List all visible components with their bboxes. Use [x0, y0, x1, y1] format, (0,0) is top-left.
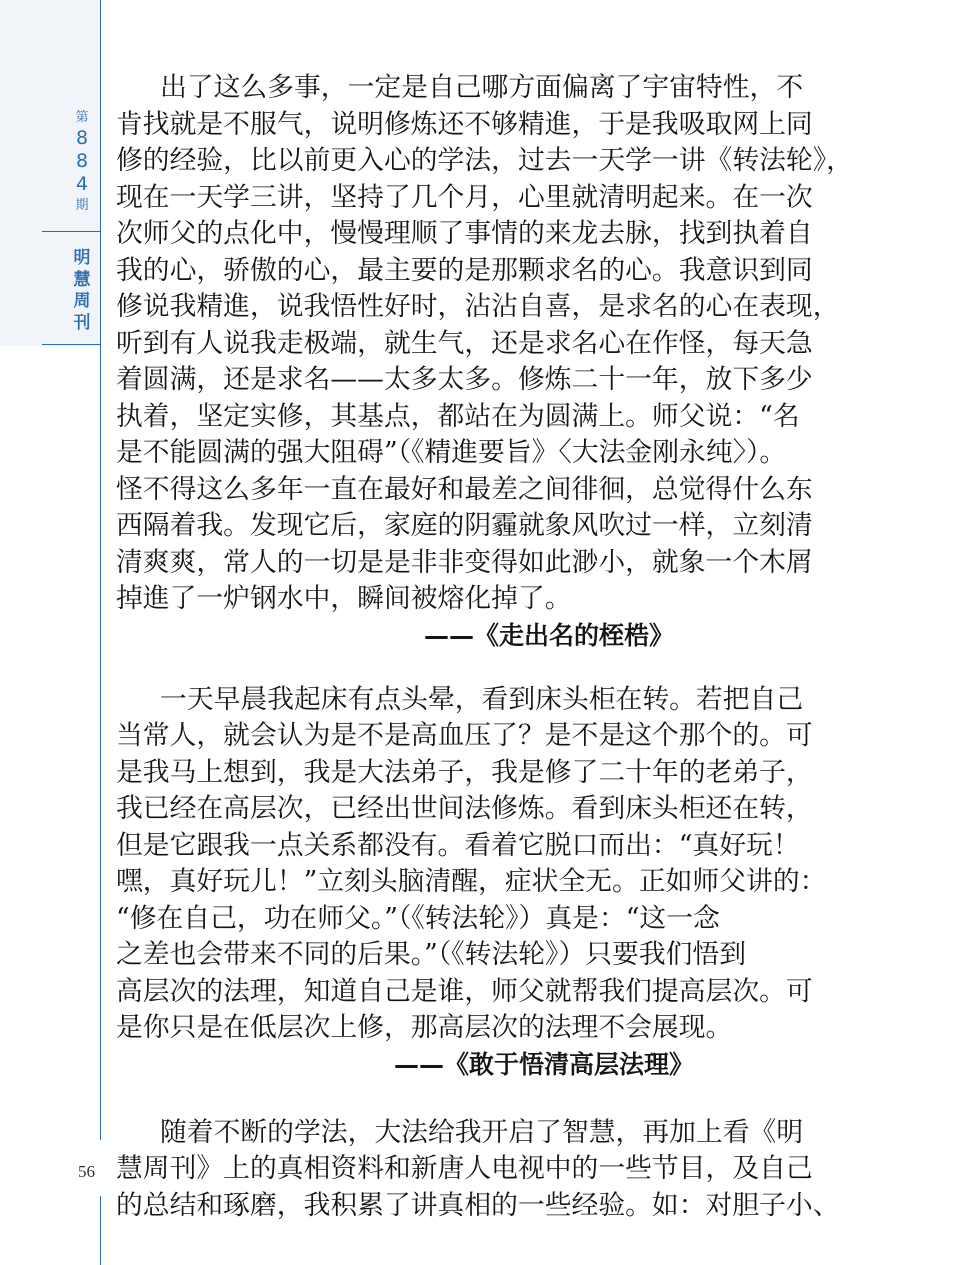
- text-line: 我的心，骄傲的心，最主要的是那颗求名的心。我意识到同: [116, 254, 813, 286]
- page-number: 56: [78, 1162, 95, 1181]
- issue-suffix: 期: [75, 198, 89, 213]
- text-line: 现在一天学三讲，坚持了几个月，心里就清明起来。在一次: [116, 181, 813, 213]
- text-line: 修的经验，比以前更入心的学法，过去一天学一讲《转法轮》，: [116, 145, 853, 176]
- text-line: 之差也会带来不同的后果。”（《转法轮》）只要我们悟到: [116, 939, 747, 970]
- text-line: 一天早晨我起床有点头晕，看到床头柜在转。若把自己: [160, 683, 804, 715]
- text-line: 清爽爽，常人的一切是是非非变得如此渺小，就象一个木屑: [116, 546, 813, 578]
- paragraph-3: [116, 1115, 864, 1225]
- issue-prefix: 第: [75, 110, 89, 125]
- paragraph-1: [116, 70, 864, 618]
- text-line: 随着不断的学法，大法给我开启了智慧，再加上看《明: [160, 1116, 804, 1148]
- text-line: 掉進了一炉钢水中，瞬间被熔化掉了。: [116, 583, 572, 614]
- text-line: 肯找就是不服气，说明修炼还不够精進，于是我吸取网上同: [116, 108, 813, 140]
- text-line: “修在自己，功在师父。”（《转法轮》）真是：“这一念: [116, 902, 720, 934]
- sidebar-divider: [42, 231, 100, 232]
- text-line: 是你只是在低层次上修，那高层次的法理不会展现。: [116, 1012, 733, 1043]
- text-line: 次师父的点化中，慢慢理顺了事情的来龙去脉，找到执着自: [116, 218, 813, 249]
- sidebar-divider: [42, 344, 100, 345]
- excerpt-title: ——《敢于悟清高层法理》: [394, 1049, 695, 1079]
- margin-rule-lower: [100, 1196, 101, 1265]
- text-line: 高层次的法理，知道自己是谁，师父就帮我们提高层次。可: [116, 975, 813, 1007]
- text-line: 怪不得这么多年一直在最好和最差之间徘徊，总觉得什么东: [116, 473, 813, 505]
- issue-digit: 8: [75, 150, 89, 172]
- article-body: [116, 70, 864, 1224]
- publication-char: 周: [73, 291, 91, 311]
- issue-digit: 8: [75, 127, 89, 149]
- text-line: 着圆满，还是求名——太多太多。修炼二十一年，放下多少: [116, 364, 813, 395]
- text-line: 慧周刊》上的真相资料和新唐人电视中的一些节目，及自己: [116, 1153, 813, 1184]
- publication-name: [62, 248, 102, 334]
- issue-label: [62, 108, 102, 215]
- publication-char: 明: [73, 248, 91, 268]
- publication-char: 刊: [73, 312, 91, 333]
- text-line: 听到有人说我走极端，就生气，还是求名心在作怪，每天急: [116, 327, 813, 359]
- text-line: 出了这么多事，一定是自己哪方面偏离了宇宙特性，不: [160, 72, 804, 103]
- text-line: 是我马上想到，我是大法弟子，我是修了二十年的老弟子，: [116, 756, 813, 788]
- paragraph-2: [116, 682, 864, 1047]
- text-line: 西隔着我。发现它后，家庭的阴霾就象风吹过一样，立刻清: [116, 510, 813, 541]
- text-line: 我已经在高层次，已经出世间法修炼。看到床头柜还在转，: [116, 793, 813, 824]
- text-line: 是不能圆满的强大阻碍”（《精進要旨》〈大法金刚永纯〉）。: [116, 437, 787, 468]
- text-line: 但是它跟我一点关系都没有。看着它脱口而出：“真好玩！: [116, 829, 800, 861]
- text-line: 修说我精進，说我悟性好时，沾沾自喜，是求名的心在表现，: [116, 291, 840, 322]
- text-line: 嘿，真好玩儿！”立刻头脑清醒，症状全无。正如师父讲的：: [116, 866, 827, 897]
- excerpt-title: ——《走出名的桎梏》: [424, 620, 675, 650]
- issue-digit: 4: [75, 173, 89, 195]
- publication-char: 慧: [73, 269, 91, 290]
- text-line: 执着，坚定实修，其基点，都站在为圆满上。师父说：“名: [116, 400, 800, 432]
- text-line: 的总结和琢磨，我积累了讲真相的一些经验。如：对胆子小、: [116, 1189, 840, 1221]
- text-line: 当常人，就会认为是不是高血压了？是不是这个那个的。可: [116, 720, 813, 751]
